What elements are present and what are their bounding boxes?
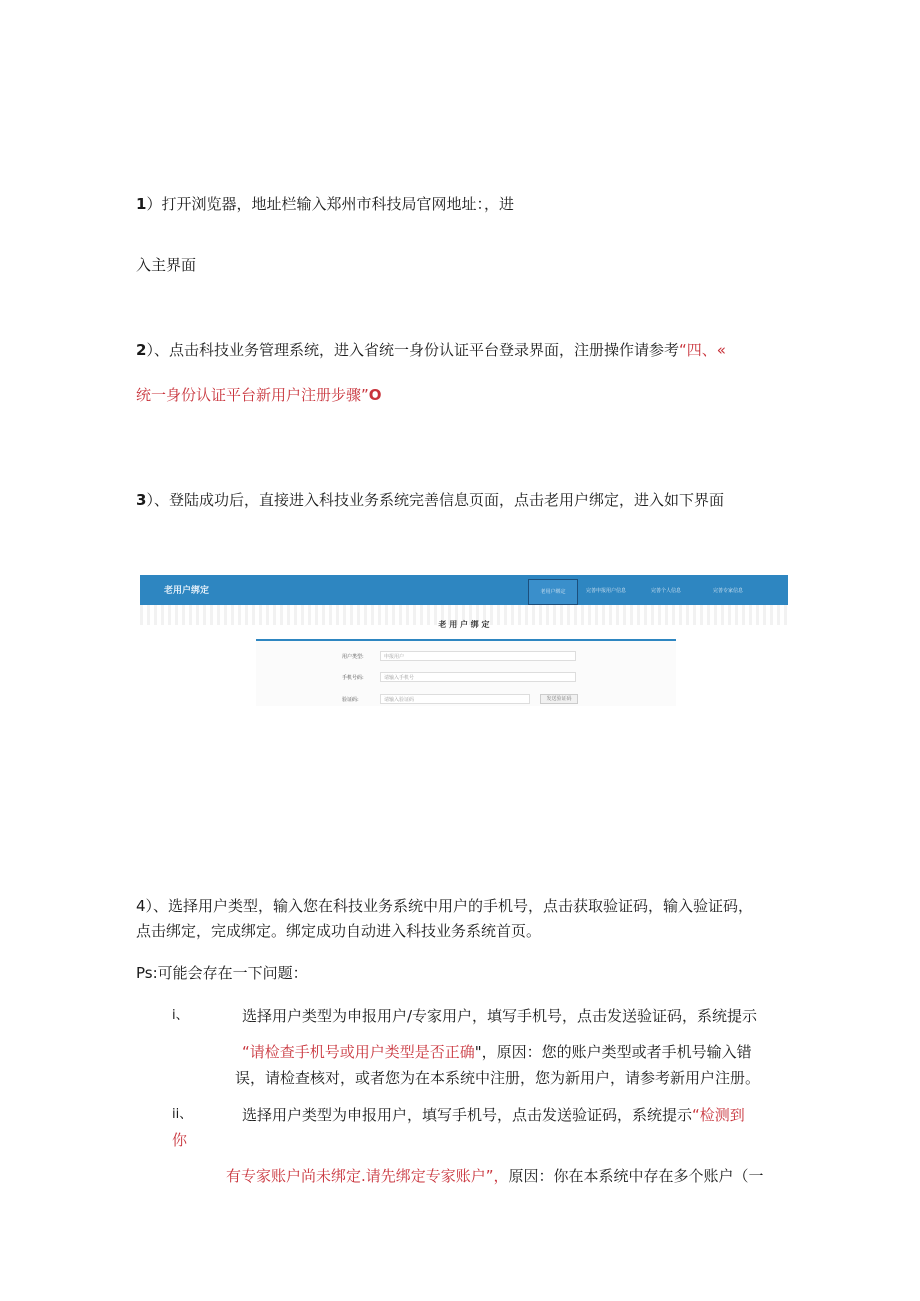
ps-item-1-message: “请检查手机号或用户类型是否正确 xyxy=(242,1043,475,1061)
ps-item-1-line-3: 误，请检查核对，或者您为在本系统中注册，您为新用户，请参考新用户注册。 xyxy=(235,1069,761,1087)
ps-item-2-text: 选择用户类型为申报用户，填写手机号，点击发送验证码，系统提示 xyxy=(242,1106,693,1124)
bind-page-screenshot xyxy=(140,573,788,706)
step-3-number: 3 xyxy=(136,491,147,509)
screenshot-label: 用户类型: xyxy=(342,654,364,660)
step-2-number: 2 xyxy=(136,341,147,359)
screenshot-nav-expert: 完善专家信息 xyxy=(712,588,743,594)
ps-item-2-line-2: 你 xyxy=(172,1131,188,1149)
screenshot-nav-personal: 完善个人信息 xyxy=(650,588,681,594)
screenshot-code-input: 请输入验证码 xyxy=(380,694,530,704)
screenshot-row-phone xyxy=(256,672,676,684)
screenshot-header-title: 老用户绑定 xyxy=(164,586,210,596)
ps-item-1-line-2 xyxy=(242,1041,752,1063)
step-4-line-1: 4）、选择用户类型，输入您在科技业务系统中用户的手机号，点击获取验证码，输入验证码， xyxy=(136,897,754,915)
step-3-text: ）、登陆成功后，直接进入科技业务系统完善信息页面，点击老用户绑定，进入如下界面 xyxy=(146,491,724,509)
ps-item-1-reason: "，原因：您的账户类型或者手机号输入错 xyxy=(474,1043,752,1061)
ps-title: Ps:可能会存在一下问题： xyxy=(136,964,308,982)
ps-item-2-line-3 xyxy=(226,1165,764,1187)
step-1-text: ）打开浏览器，地址栏输入郑州市科技局官网地址：，进 xyxy=(146,195,514,213)
step-2-line-2 xyxy=(136,384,382,406)
ps-item-1-marker: i、 xyxy=(172,1008,189,1023)
step-3-line-1 xyxy=(136,489,724,511)
screenshot-row-code xyxy=(256,694,676,706)
screenshot-nav-applicant: 完善申报用户信息 xyxy=(585,588,626,594)
screenshot-row-user-type xyxy=(256,651,676,663)
screenshot-label: 验证码: xyxy=(342,697,359,703)
screenshot-user-type-select: 申报用户 xyxy=(380,651,576,661)
step-1-line-2: 入主界面 xyxy=(136,256,197,274)
step-2-ref-title: 统一身份认证平台新用户注册步骤” xyxy=(136,386,369,404)
step-2-ref-end: O xyxy=(368,386,382,404)
ps-item-2-message-end: 有专家账户尚未绑定.请先绑定专家账户”， xyxy=(226,1167,509,1185)
step-2-ref-start: “四、« xyxy=(678,341,726,359)
step-1-line-1 xyxy=(136,193,514,215)
step-2-line-1 xyxy=(136,339,726,361)
screenshot-label: 手机号码: xyxy=(342,675,364,681)
ps-item-1-line-1: 选择用户类型为申报用户/专家用户，填写手机号，点击发送验证码，系统提示 xyxy=(242,1007,758,1025)
step-2-text: ）、点击科技业务管理系统，进入省统一身份认证平台登录界面，注册操作请参考 xyxy=(146,341,679,359)
screenshot-header-bar xyxy=(140,575,788,605)
ps-item-2-line-1 xyxy=(242,1104,745,1126)
screenshot-form-panel xyxy=(256,639,676,706)
screenshot-form-title: 老 用 户 绑 定 xyxy=(438,620,490,629)
ps-item-2-marker: ii、 xyxy=(172,1107,193,1122)
step-4-line-2: 点击绑定，完成绑定。绑定成功自动进入科技业务系统首页。 xyxy=(136,922,542,940)
ps-item-2-message-start: “检测到 xyxy=(692,1106,745,1124)
screenshot-send-code-button: 发送验证码 xyxy=(540,694,578,704)
screenshot-phone-input: 请输入手机号 xyxy=(380,672,576,682)
screenshot-nav-old-user: 老用户绑定 xyxy=(528,579,578,605)
step-1-number: 1 xyxy=(136,195,147,213)
ps-item-2-reason: 原因：你在本系统中存在多个账户（一 xyxy=(508,1167,764,1185)
